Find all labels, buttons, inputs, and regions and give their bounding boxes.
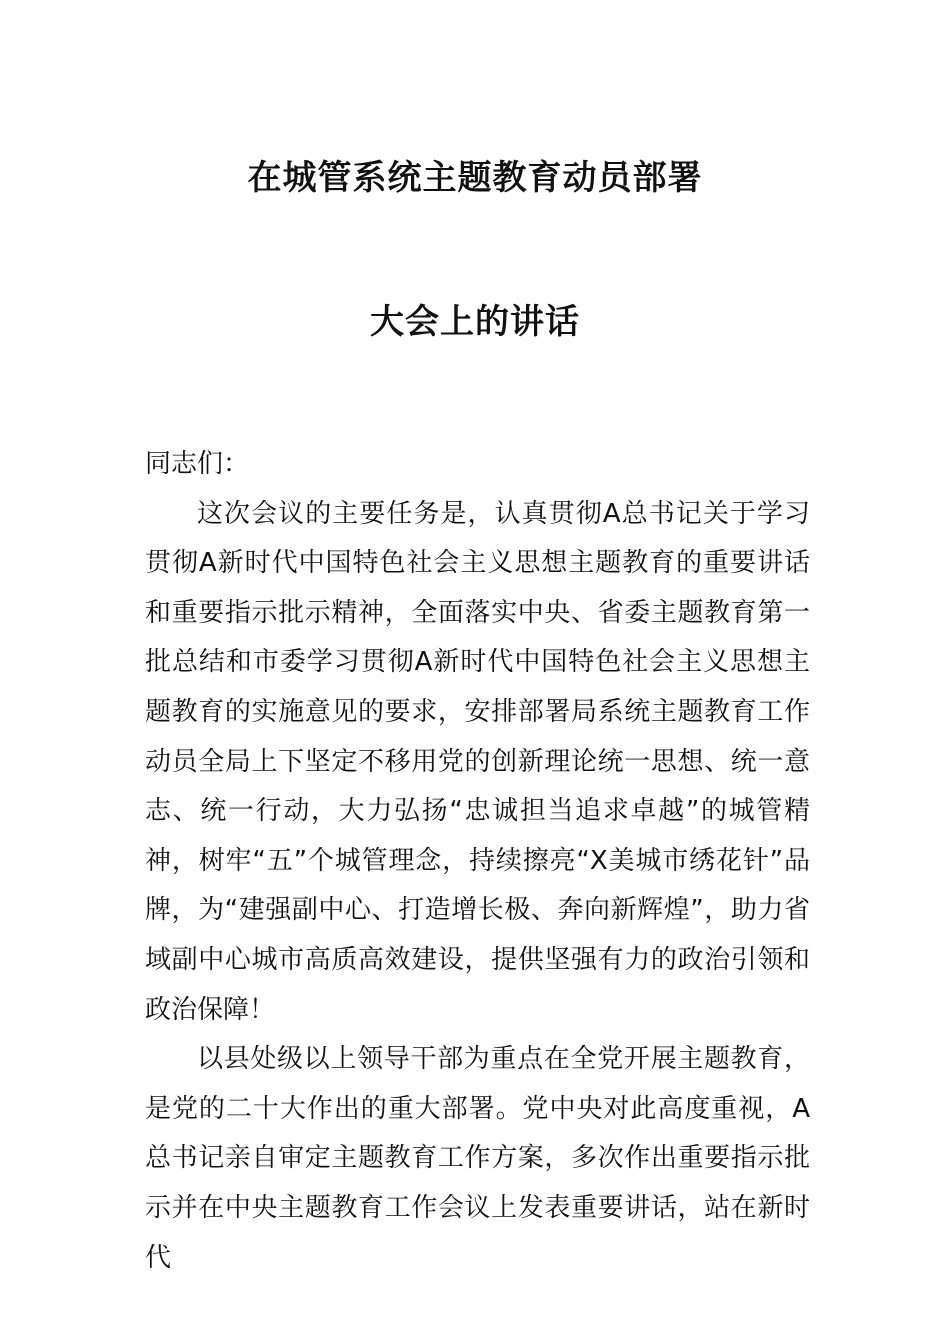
document-title-line-1: 在城管系统主题教育动员部署 [247, 158, 703, 198]
document-title-line-2: 大会上的讲话 [370, 302, 580, 342]
salutation: 同志们： [145, 449, 250, 479]
paragraph-1: 这次会议的主要任务是，认真贯彻A总书记关于学习贯彻A新时代中国特色社会主义思想主题教育的重要讲话和重要指示批示精神，全面落实中央、省委主题教育第一批总结和市委学习贯彻A新时代中国特色社会主义思想主题教育的实施意见的要求，安排部署局系统主题教育工作动员全局上下坚定不移用党的创新理论统一思想、统一意志、统一行动，大力弘扬“忠诚担当追求卓越”的城管精神，树牢“五”个城管理念，持续擦亮“X美城市绣花针”品牌，为“建强副中心、打造增长极、奔向新辉煌”，助力省域副中心城市高质高效建设，提供坚强有力的政治引领和政治保障！ [145, 498, 810, 1025]
document-body [145, 440, 810, 1283]
paragraph-2: 以县处级以上领导干部为重点在全党开展主题教育，是党的二十大作出的重大部署。党中央对此高度重视，A总书记亲自审定主题教育工作方案，多次作出重要指示批示并在中央主题教育工作会议上发表重要讲话，站在新时代 [145, 1044, 810, 1273]
